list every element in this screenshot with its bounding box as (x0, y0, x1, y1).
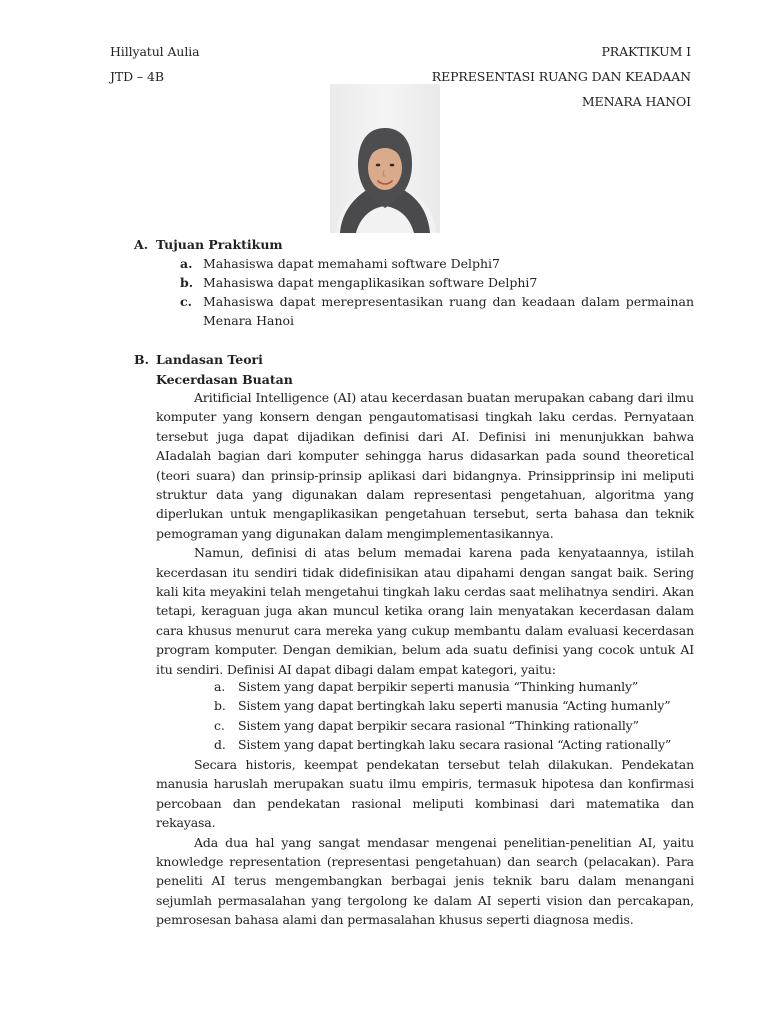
paragraph: Namun, definisi di atas belum memadai karena pada kenyataannya, istilah kecerdasan itu sendiri tidak didefinisikan atau dipahami dengan sangat baik. Sering kali kita meyakini telah mengetahui tingkah laku cerdas saat melihatnya sendiri. Akan tetapi, keraguan juga akan muncul ketika orang lain menyatakan kecerdasan dalam cara khusus menurut cara mereka yang cukup membantu dalam evaluasi kecerdasan program komputer. Dengan demikian, belum ada suatu definisi yang cocok untuk AI itu sendiri. Definisi AI dapat dibagi dalam empat kategori, yaitu: (156, 545, 694, 677)
body-text-bottom (156, 755, 694, 930)
objectives-list (180, 254, 694, 330)
section-b-label: B. (134, 352, 149, 367)
item-text: Sistem yang dapat berpikir secara rasional “Thinking rationally” (238, 717, 639, 733)
author-name: Hillyatul Aulia (110, 44, 200, 59)
list-item (180, 292, 694, 330)
item-text: Sistem yang dapat berpikir seperti manusia “Thinking humanly” (238, 679, 639, 694)
item-text: Mahasiswa dapat memahami software Delphi7 (203, 256, 501, 271)
item-text: Sistem yang dapat bertingkah laku secara rasional “Acting rationally” (238, 737, 672, 753)
list-item (180, 273, 694, 292)
praktikum-title: PRAKTIKUM I (601, 44, 691, 59)
ai-categories-list (214, 677, 671, 755)
list-item (214, 696, 671, 715)
section-a-heading (134, 235, 283, 254)
list-item (214, 677, 671, 696)
section-a-title: Tujuan Praktikum (156, 237, 283, 252)
item-label: a. (180, 256, 193, 271)
topic-title-line2: MENARA HANOI (581, 94, 691, 109)
item-label: a. (214, 679, 226, 694)
item-text: Mahasiswa dapat merepresentasikan ruang dan keadaan dalam permainan Menara Hanoi (203, 294, 694, 328)
body-text-top (156, 388, 694, 679)
section-b-heading (134, 350, 263, 369)
list-item (180, 254, 694, 273)
subsection-title: Kecerdasan Buatan (156, 372, 293, 387)
topic-title-line1: REPRESENTASI RUANG DAN KEADAAN (431, 69, 691, 84)
list-item (214, 716, 671, 735)
section-b-title: Landasan Teori (156, 352, 263, 367)
student-photo (330, 84, 440, 233)
item-text: Mahasiswa dapat mengaplikasikan software Delphi7 (203, 275, 538, 290)
list-item (214, 735, 671, 754)
class-code: JTD – 4B (110, 69, 164, 84)
item-text: Sistem yang dapat bertingkah laku seperti manusia “Acting humanly” (238, 698, 671, 714)
section-a-label: A. (134, 237, 149, 252)
item-label: b. (214, 698, 226, 714)
item-label: d. (214, 737, 226, 753)
paragraph: Aritificial Intelligence (AI) atau kecerdasan buatan merupakan cabang dari ilmu komputer yang konsern dengan pengautomatisasi tingkah laku cerdas. Pernyataan tersebut juga dapat dijadikan definisi dari AI. Definisi ini menunjukkan bahwa AIadalah bagian dari komputer sehingga harus didasarkan pada sound theoretical (teori suara) dan prinsip-prinsip aplikasi dari bidangnya. Prinsipprinsip ini meliputi struktur data yang digunakan dalam representasi pengetahuan, algoritma yang diperlukan untuk mengaplikasikan pengetahuan tersebut, serta bahasa dan teknik pemograman yang digunakan dalam mengimplementasikannya. (156, 390, 694, 541)
item-label: c. (214, 717, 225, 733)
paragraph: Secara historis, keempat pendekatan tersebut telah dilakukan. Pendekatan manusia haruslah merupakan suatu ilmu empiris, termasuk hipotesa dan konfirmasi percobaan dan pendekatan rasional meliputi kombinasi dari matematika dan rekayasa. (156, 757, 694, 831)
item-label: c. (180, 294, 192, 309)
paragraph: Ada dua hal yang sangat mendasar mengenai penelitian-penelitian AI, yaitu knowledge representation (representasi pengetahuan) dan search (pelacakan). Para peneliti AI terus mengembangkan berbagai jenis teknik baru dalam menangani sejumlah permasalahan yang tergolong ke dalam AI seperti vision dan percakapan, pemrosesan bahasa alami dan permasalahan khusus seperti diagnosa medis. (156, 834, 694, 928)
item-label: b. (180, 275, 194, 290)
